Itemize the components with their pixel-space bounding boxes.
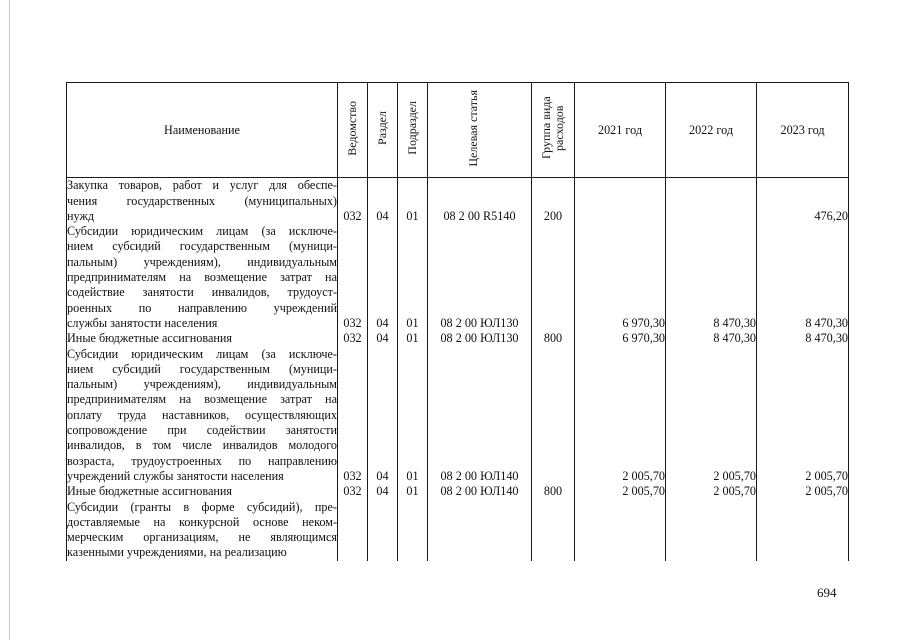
cell-celevaya <box>428 347 532 485</box>
table-row <box>67 331 849 346</box>
row-name-line: Иные бюджетные ассигнования <box>67 331 233 346</box>
cell-value: 800 <box>543 484 563 499</box>
cell-value <box>666 209 756 224</box>
cell-y2022 <box>666 178 757 224</box>
cell-value <box>666 545 756 560</box>
cell-podrazdel <box>398 347 428 485</box>
cell-y2023 <box>757 224 849 331</box>
cell-value <box>532 469 574 484</box>
cell-value: 8 470,30 <box>713 331 756 346</box>
table-row <box>67 500 849 561</box>
cell-value: 2 005,70 <box>805 468 848 483</box>
cell-y2023 <box>757 347 849 485</box>
cell-podrazdel <box>398 484 428 499</box>
cell-ved <box>338 484 368 499</box>
table-row <box>67 484 849 499</box>
cell-value <box>338 545 367 560</box>
cell-value: 800 <box>543 331 563 346</box>
cell-ved <box>338 178 368 224</box>
cell-razdel <box>368 484 398 499</box>
cell-ved <box>338 224 368 331</box>
row-name-line: мерческим организациям, не являющимся <box>67 530 337 545</box>
cell-gruppa <box>532 500 575 561</box>
cell-y2022 <box>666 500 757 561</box>
col-header-gruppa: Группа вида расходов <box>532 83 575 178</box>
row-name-line: Иные бюджетные ассигнования <box>67 484 233 499</box>
row-name <box>67 331 338 346</box>
cell-value: 08 2 00 ЮЛ140 <box>440 468 519 483</box>
row-name <box>67 500 338 561</box>
cell-value: 01 <box>406 484 419 499</box>
row-name-line: Субсидии юридическим лицам (за исключе- <box>67 224 337 239</box>
col-header-2021: 2021 год <box>575 83 666 178</box>
cell-razdel <box>368 331 398 346</box>
cell-y2022 <box>666 331 757 346</box>
row-name-line: Закупка товаров, работ и услуг для обеспе- <box>67 178 337 193</box>
cell-value: 476,20 <box>814 208 848 223</box>
row-name-line: предпринимателям на возмещение затрат на <box>67 392 337 407</box>
col-header-2022: 2022 год <box>666 83 757 178</box>
cell-podrazdel <box>398 500 428 561</box>
row-name <box>67 484 338 499</box>
cell-value: 2 005,70 <box>805 484 848 499</box>
row-name-line: содействие занятости инвалидов, трудоуст- <box>67 285 337 300</box>
row-name-line: возраста, трудоустроенных по направлению <box>67 453 337 468</box>
cell-y2022 <box>666 347 757 485</box>
cell-value: 01 <box>406 208 419 223</box>
cell-y2023 <box>757 484 849 499</box>
row-name-line: нужд <box>67 208 95 223</box>
cell-y2021 <box>575 224 666 331</box>
cell-celevaya <box>428 331 532 346</box>
cell-gruppa <box>532 347 575 485</box>
cell-razdel <box>368 178 398 224</box>
row-name-line: инвалидов, в том числе инвалидов молодого <box>67 438 337 453</box>
cell-y2023 <box>757 331 849 346</box>
cell-value: 04 <box>376 331 389 346</box>
row-name-line: чения государственных (муниципальных) <box>67 193 337 208</box>
cell-y2021 <box>575 500 666 561</box>
table-row <box>67 347 849 485</box>
row-name <box>67 224 338 331</box>
row-name-line: пальным) учреждениям), индивидуальным <box>67 254 337 269</box>
cell-y2021 <box>575 484 666 499</box>
cell-value: 01 <box>406 331 419 346</box>
budget-table <box>66 82 849 561</box>
cell-value <box>532 316 574 331</box>
cell-value <box>398 545 427 560</box>
cell-value <box>575 209 665 224</box>
cell-y2023 <box>757 178 849 224</box>
cell-value: 032 <box>343 208 362 223</box>
cell-y2022 <box>666 224 757 331</box>
cell-value: 08 2 00 ЮЛ130 <box>440 315 519 330</box>
row-name-line: предпринимателям на возмещение затрат на <box>67 270 337 285</box>
cell-value: 8 470,30 <box>805 331 848 346</box>
col-header-name: Наименование <box>67 83 338 178</box>
cell-podrazdel <box>398 224 428 331</box>
cell-value <box>368 545 397 560</box>
col-header-2023: 2023 год <box>757 83 849 178</box>
cell-gruppa <box>532 331 575 346</box>
row-name-line: нием субсидий государственным (муници- <box>67 239 337 254</box>
cell-value: 01 <box>406 315 419 330</box>
row-name-line: службы занятости населения <box>67 315 218 330</box>
row-name-line: роенных по направлению учреждений <box>67 300 337 315</box>
cell-y2021 <box>575 178 666 224</box>
cell-value: 032 <box>343 468 362 483</box>
cell-y2023 <box>757 500 849 561</box>
cell-value: 2 005,70 <box>622 468 665 483</box>
cell-ved <box>338 331 368 346</box>
row-name-line: казенными учреждениями, на реализацию <box>67 545 287 560</box>
cell-value: 04 <box>376 484 389 499</box>
cell-celevaya <box>428 224 532 331</box>
table-body <box>67 178 849 561</box>
row-name-line: Субсидии юридическим лицам (за исключе- <box>67 346 337 361</box>
cell-value: 032 <box>343 315 362 330</box>
table-row <box>67 178 849 224</box>
row-name-line: учреждений службы занятости населения <box>67 468 284 483</box>
row-name <box>67 178 338 224</box>
col-header-vedomstvo: Ведомство <box>338 83 368 178</box>
row-name-line: доставляемые на конкурсной основе неком- <box>67 514 337 529</box>
row-name-line: нием субсидий государственным (муници- <box>67 361 337 376</box>
cell-value <box>532 545 574 560</box>
cell-value <box>575 545 665 560</box>
row-name-line: оплату труда наставников, осуществляющих <box>67 407 337 422</box>
cell-celevaya <box>428 178 532 224</box>
col-header-celevaya: Целевая статья <box>428 83 532 178</box>
page-number: 694 <box>817 585 837 600</box>
cell-podrazdel <box>398 178 428 224</box>
cell-value: 2 005,70 <box>622 484 665 499</box>
cell-value: 8 470,30 <box>713 315 756 330</box>
cell-razdel <box>368 500 398 561</box>
cell-value: 6 970,30 <box>622 315 665 330</box>
cell-ved <box>338 500 368 561</box>
col-header-razdel: Раздел <box>368 83 398 178</box>
row-name-line: сопровождение при содействии занятости <box>67 423 337 438</box>
cell-ved <box>338 347 368 485</box>
cell-value: 032 <box>343 484 362 499</box>
cell-value: 04 <box>376 315 389 330</box>
cell-value: 08 2 00 ЮЛ130 <box>440 331 519 346</box>
cell-value: 04 <box>376 468 389 483</box>
cell-value <box>757 545 848 560</box>
cell-value <box>428 545 531 560</box>
cell-gruppa <box>532 178 575 224</box>
cell-podrazdel <box>398 331 428 346</box>
scan-edge-line <box>9 0 10 640</box>
col-header-podrazdel: Подраздел <box>398 83 428 178</box>
cell-gruppa <box>532 484 575 499</box>
cell-value: 08 2 00 R5140 <box>443 208 516 223</box>
cell-y2021 <box>575 347 666 485</box>
cell-value: 8 470,30 <box>805 315 848 330</box>
cell-value: 2 005,70 <box>713 468 756 483</box>
cell-value: 200 <box>543 208 563 223</box>
cell-celevaya <box>428 500 532 561</box>
cell-value: 01 <box>406 468 419 483</box>
cell-value: 04 <box>376 208 389 223</box>
row-name <box>67 347 338 485</box>
cell-value: 6 970,30 <box>622 331 665 346</box>
cell-gruppa <box>532 224 575 331</box>
cell-value: 032 <box>343 331 362 346</box>
table-row <box>67 224 849 331</box>
row-name-line: пальным) учреждениям), индивидуальным <box>67 377 337 392</box>
cell-y2022 <box>666 484 757 499</box>
cell-value: 2 005,70 <box>713 484 756 499</box>
row-name-line: Субсидии (гранты в форме субсидий), пре- <box>67 499 337 514</box>
cell-celevaya <box>428 484 532 499</box>
cell-y2021 <box>575 331 666 346</box>
table-header-row <box>67 83 849 178</box>
cell-razdel <box>368 224 398 331</box>
cell-value: 08 2 00 ЮЛ140 <box>440 484 519 499</box>
cell-razdel <box>368 347 398 485</box>
